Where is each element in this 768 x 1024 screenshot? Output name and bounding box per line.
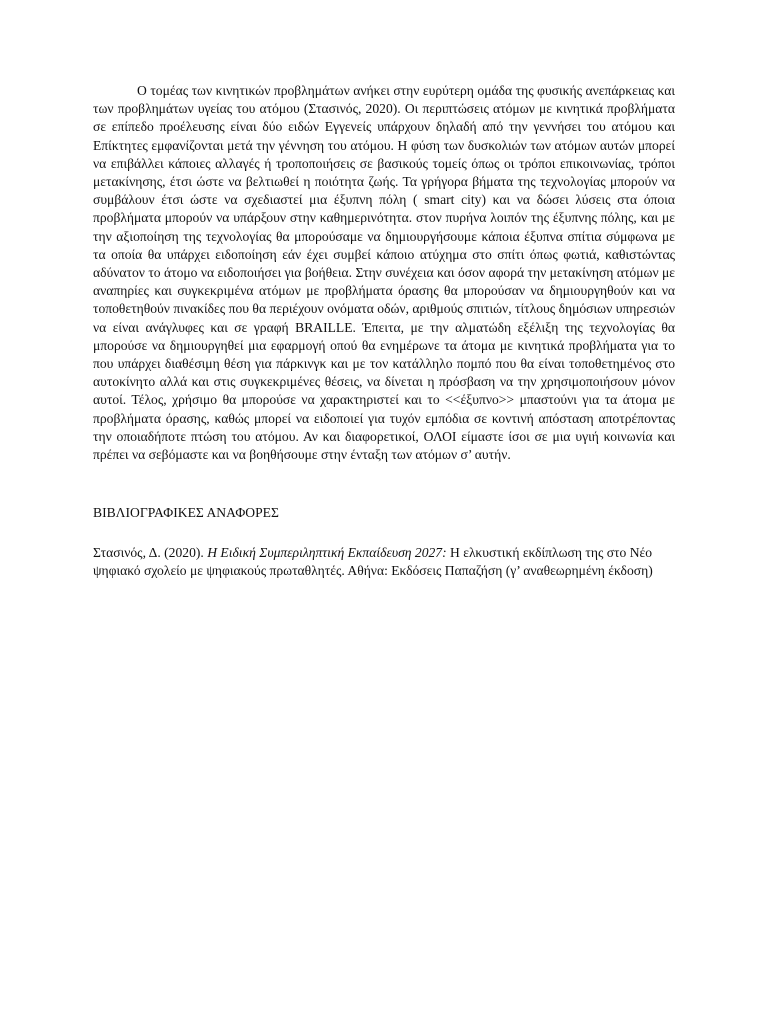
reference-details: Η ελκυστική εκδίπλωση της στο Νέο ψηφιακό σχολείο με ψηφιακούς πρωταθλητές. Αθήνα: Εκδόσεις Παπαζήση (γ’ αναθεωρημένη έκδοση) [93,545,653,579]
reference-title: Η Ειδική Συμπεριληπτική Εκπαίδευση 2027: [207,545,447,561]
reference-entry [93,544,675,580]
body-paragraph: Ο τομέας των κινητικών προβλημάτων ανήκει στην ευρύτερη ομάδα της φυσικής ανεπάρκειας και των προβλημάτων υγείας του ατόμου (Στασινός, 2020). Οι περιπτώσεις ατόμων με κινητικά προβλήματα σε επίπεδο προέλευσης είναι δύο ειδών Εγγενείς υπάρχουν δηλαδή από την γεννήσει του ατόμου και Επίκτητες εμφανίζονται μετά την γέννηση του ατόμου. Η φύση των δυσκολιών των ατόμων αυτών μπορεί να επιβάλλει κάποιες αλλαγές ή τροποποιήσεις σε βασικούς τομείς όπως οι τρόποι επικοινωνίας, τρόποι μετακίνησης, έτσι ώστε να βελτιωθεί η ποιότητα ζωής. Τα γρήγορα βήματα της τεχνολογίας μπορούν να συμβάλουν έτσι ώστε να σχεδιαστεί μια έξυπνη πόλη ( smart city) και να δώσει λύσεις στα όποια προβλήματα μπορούν να υπάρξουν στην καθημερινότητα. στον πυρήνα λοιπόν της έξυπνης πόλης, και με την αξιοποίηση της τεχνολογίας θα μπορούσαμε να δημιουργήσουμε κάποια έξυπνα σπίτια σύμφωνα με τα οποία θα υπάρχει ειδοποίηση εάν έχει συμβεί κάποιο ατύχημα στο σπίτι όπως φωτιά, καθιστώντας αδύνατον το άτομο να ειδοποιήσει για βοήθεια. Στην συνέχεια και όσον αφορά την μετακίνηση ατόμων με αναπηρίες και συγκεκριμένα ατόμων με προβλήματα όρασης θα μπορούσαν να δημιουργηθούν και να τοποθετηθούν πινακίδες που θα περιέχουν ονόματα οδών, αριθμούς σπιτιών, τίτλους δημόσιων υπηρεσιών να είναι ανάγλυφες και σε γραφή BRAILLE. Έπειτα, με την αλματώδη εξέλιξη της τεχνολογίας θα μπορούσε να δημιουργηθεί μια εφαρμογή οπού θα ενημέρωνε τα άτομα με κινητικά προβλήματα για το που υπάρχει διαθέσιμη θέση για πάρκινγκ και με τον κατάλληλο πομπό που θα είναι τοποθετημένος στο αυτοκίνητο αλλά και στις συγκεκριμένες θέσεις, να δίνεται η πρόσβαση να την χρησιμοποιήσουν μόνον αυτοί. Τέλος, χρήσιμο θα μπορούσε να χαρακτηριστεί και το <<έξυπνο>> μπαστούνι για τα άτομα με προβλήματα όρασης, καθώς μπορεί να ειδοποιεί για τυχόν εμπόδια σε κοντινή απόσταση αποτρέποντας την οποιαδήποτε πτώση του ατόμου. Αν και διαφορετικοί, ΟΛΟΙ είμαστε ίσοι σε μια υγιή κοινωνία και πρέπει να σεβόμαστε και να βοηθήσουμε στην ένταξη των ατόμων σ’ αυτήν. [93,83,675,463]
document-page [93,82,675,580]
references-heading: ΒΙΒΛΙΟΓΡΑΦΙΚΕΣ ΑΝΑΦΟΡΕΣ [93,505,279,521]
reference-author-year: Στασινός, Δ. (2020). [93,545,208,561]
